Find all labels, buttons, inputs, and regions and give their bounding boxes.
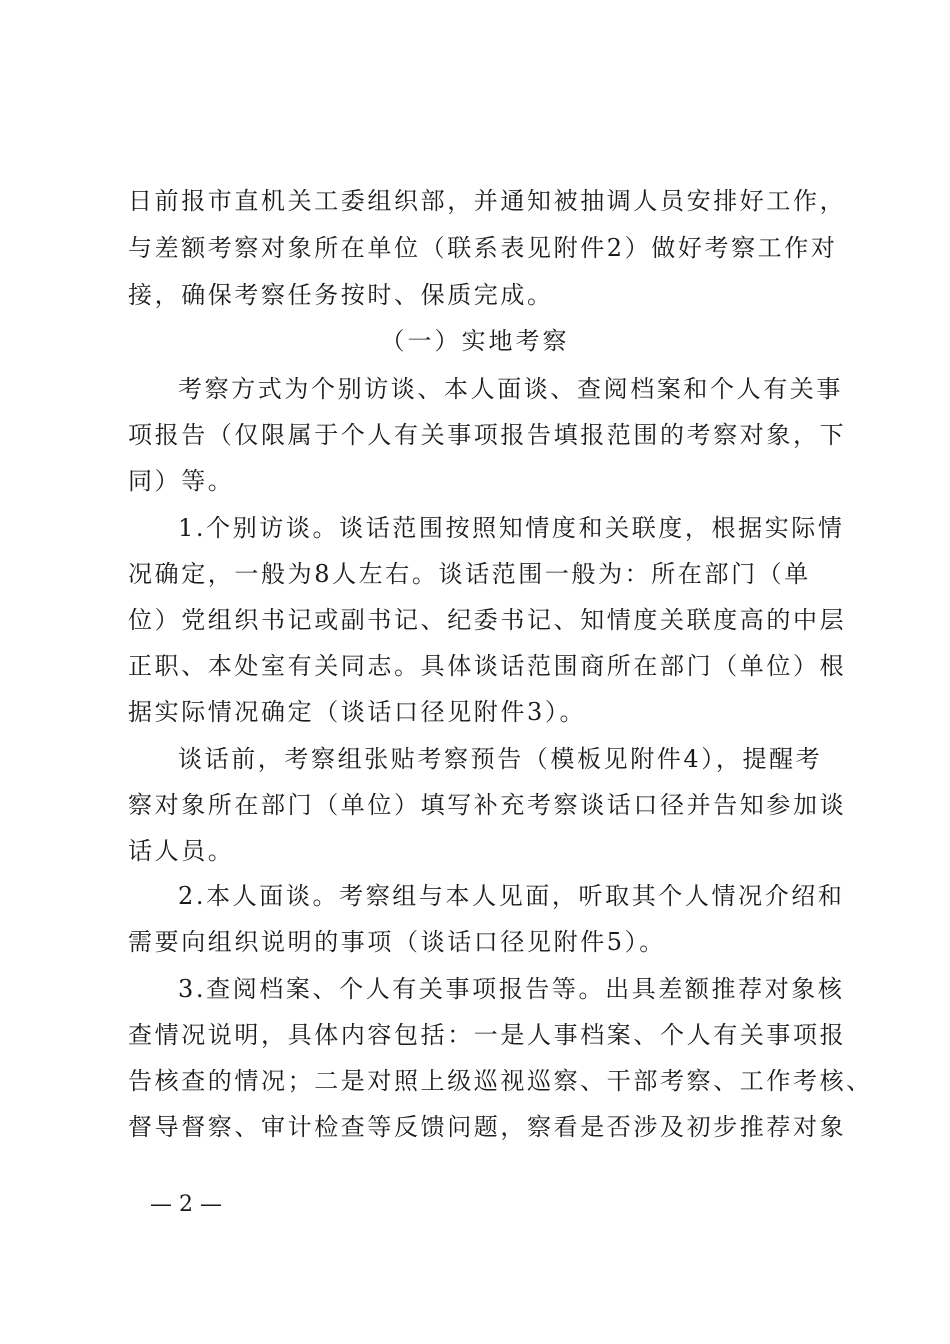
text-line: 察对象所在部门（单位）填写补充考察谈话口径并告知参加谈 (128, 791, 847, 819)
text-line: 况确定，一般为8人左右。谈话范围一般为：所在部门（单 (128, 560, 811, 588)
paragraph-first-line: 考察方式为个别访谈、本人面谈、查阅档案和个人有关事 (178, 375, 843, 403)
text-line: 据实际情况确定（谈话口径见附件3）。 (128, 698, 587, 726)
paragraph-first-line: 谈话前，考察组张贴考察预告（模板见附件4），提醒考 (178, 745, 823, 773)
text-line: 项报告（仅限属于个人有关事项报告填报范围的考察对象，下 (128, 421, 847, 449)
paragraph-first-line: 1.个别访谈。谈话范围按照知情度和关联度，根据实际情 (178, 514, 845, 542)
text-line: 话人员。 (128, 837, 235, 865)
paragraph-first-line: 3.查阅档案、个人有关事项报告等。出具差额推荐对象核 (178, 975, 845, 1003)
text-line: 查情况说明，具体内容包括：一是人事档案、个人有关事项报 (128, 1021, 847, 1049)
text-line: 督导督察、审计检查等反馈问题，察看是否涉及初步推荐对象 (128, 1113, 847, 1141)
text-line: 需要向组织说明的事项（谈话口径见附件5）。 (128, 928, 666, 956)
section-heading: （一）实地考察 (380, 327, 570, 355)
text-line: 位）党组织书记或副书记、纪委书记、知情度关联度高的中层 (128, 606, 847, 634)
paragraph-first-line: 2.本人面谈。考察组与本人见面，听取其个人情况介绍和 (178, 882, 845, 910)
text-line: 正职、本处室有关同志。具体谈话范围商所在部门（单位）根 (128, 652, 847, 680)
page-number: — 2 — (150, 1192, 222, 1217)
text-line: 同）等。 (128, 467, 235, 495)
text-line: 日前报市直机关工委组织部，并通知被抽调人员安排好工作， (128, 187, 847, 215)
text-line: 告核查的情况；二是对照上级巡视巡察、干部考察、工作考核、 (128, 1067, 873, 1095)
text-line: 与差额考察对象所在单位（联系表见附件2）做好考察工作对 (128, 234, 838, 262)
text-line: 接，确保考察任务按时、保质完成。 (128, 281, 554, 309)
